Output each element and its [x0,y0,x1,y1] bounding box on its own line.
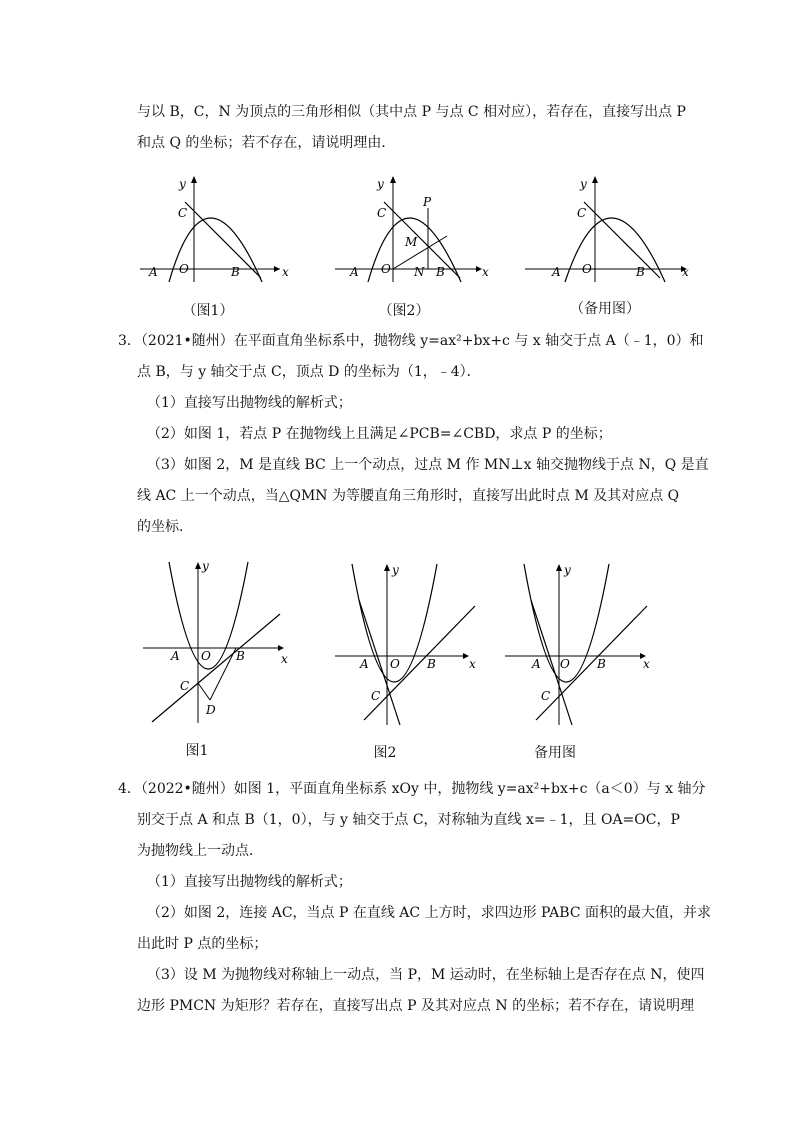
label-D: D [206,703,216,717]
mid-figure-3 [502,560,662,730]
label-B: B [636,265,645,279]
label-O: O [381,262,391,276]
label-O: O [390,657,400,671]
label-y: y [179,177,186,191]
label-x: x [643,657,650,671]
label-B: B [231,265,240,279]
label-A: A [171,649,180,663]
q4-part-3b: 边形 PMCN 为矩形？若存在，直接写出点 P 及其对应点 N 的坐标；若不存在，请说明理 [137,998,695,1014]
q3-line-2: 点 B，与 y 轴交于点 C，顶点 D 的坐标为（1，﹣4）． [137,364,481,380]
caption-fig3: （备用图） [570,301,640,317]
caption-mid-fig3: 备用图 [534,745,576,761]
q3-part-3b: 线 AC 上一个动点，当△QMN 为等腰直角三角形时，直接写出此时点 M 及其对应点 Q [137,488,680,504]
label-M: M [405,235,418,249]
top-figure-1 [135,170,300,285]
label-C: C [178,206,188,220]
label-x: x [469,657,476,671]
top-text-line-1: 与以 B，C，N 为顶点的三角形相似（其中点 P 与点 C 相对应），若存在，直接写出点 P [137,104,686,120]
top-figure-3 [520,170,695,285]
q4-line-1: 4．（2022•随州）如图 1，平面直角坐标系 xOy 中，抛物线 y=ax²+bx+c（a＜0）与 x 轴分 [118,781,706,797]
label-y: y [580,177,587,191]
label-O: O [201,649,211,663]
label-O: O [582,262,592,276]
top-figure-2 [330,170,495,285]
label-A: A [149,265,158,279]
q3-line-1: 3．（2021•随州）在平面直角坐标系中，抛物线 y=ax²+bx+c 与 x 轴交于点 A（﹣1，0）和 [118,333,704,349]
label-C: C [371,689,381,703]
label-B: B [236,649,245,663]
caption-mid-fig1: 图1 [185,743,209,759]
label-A: A [350,265,359,279]
caption-fig2: （图2） [378,303,430,319]
label-O: O [179,262,189,276]
label-A: A [552,265,561,279]
label-x: x [682,265,689,279]
label-B: B [597,657,606,671]
label-A: A [532,657,541,671]
label-B: B [427,657,436,671]
label-x: x [281,652,288,666]
q4-part-3a: （3）设 M 为抛物线对称轴上一动点，当 P，M 运动时，在坐标轴上是否存在点 N，使四 [147,967,705,983]
label-P: P [423,195,432,209]
label-x: x [282,265,289,279]
label-C: C [377,206,387,220]
label-O: O [560,657,570,671]
q4-part-1: （1）直接写出抛物线的解析式； [147,874,352,890]
q3-part-2: （2）如图 1，若点 P 在抛物线上且满足∠PCB=∠CBD，求点 P 的坐标； [147,426,612,442]
label-C: C [180,679,190,693]
caption-mid-fig2: 图2 [373,745,397,761]
q3-part-1: （1）直接写出抛物线的解析式； [147,395,352,411]
label-y: y [377,177,384,191]
q4-part-2a: （2）如图 2，连接 AC，当点 P 在直线 AC 上方时，求四边形 PABC 面积的最大值，并求 [147,905,711,921]
mid-figure-2 [332,560,487,730]
label-C: C [577,206,587,220]
label-y: y [392,563,399,577]
label-y: y [564,563,571,577]
label-B: B [436,265,445,279]
caption-fig1: （图1） [182,303,234,319]
mid-figure-1 [140,558,300,728]
label-A: A [360,657,369,671]
label-N: N [414,265,425,279]
q4-line-3: 为抛物线上一动点． [137,843,263,859]
q3-part-3a: （3）如图 2，M 是直线 BC 上一个动点，过点 M 作 MN⊥x 轴交抛物线于点 N，Q 是直 [147,457,709,473]
label-y: y [202,559,209,573]
label-x: x [482,265,489,279]
label-C: C [541,689,551,703]
q4-part-2b: 出此时 P 点的坐标； [137,936,268,952]
q3-part-3c: 的坐标． [137,519,193,535]
q4-line-2: 别交于点 A 和点 B（1，0），与 y 轴交于点 C，对称轴为直线 x=﹣1，且 OA=OC，P [137,812,680,828]
top-text-line-2: 和点 Q 的坐标；若不存在，请说明理由． [137,135,396,151]
